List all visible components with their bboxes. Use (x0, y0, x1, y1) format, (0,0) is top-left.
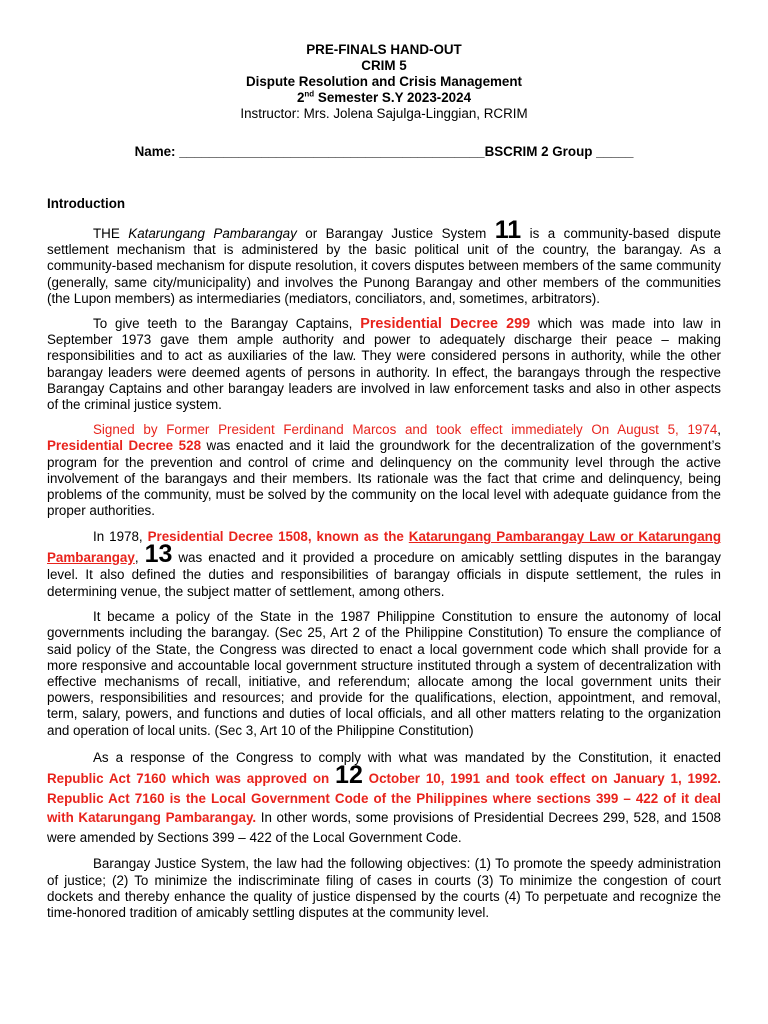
name-field-line: Name: _________________________________________BSCRIM 2 Group _____ (134, 144, 634, 159)
pd-528-highlight: Presidential Decree 528 (47, 438, 202, 454)
semester-text: Semester S.Y 2023-2024 (314, 90, 472, 105)
annotation-number: 12 (335, 761, 363, 790)
document-header (47, 42, 721, 122)
handout-title: PRE-FINALS HAND-OUT (306, 42, 462, 57)
paragraph-2: To give teeth to the Barangay Captains, Presidential Decree 299 which was made into law in September 1973 gave them ample authority and power to adequately discharge their peace – making responsibilities and to act as auxiliaries of the law. They were considered persons in authority, while the other barangay leaders were deemed agents of persons in authority. In effect, the barangays through the respective Barangay Captains and other barangay leaders are involved in law enforcement tasks and also in other aspects of the criminal justice system. (47, 316, 721, 413)
handout-page (47, 42, 721, 921)
paragraph-5: It became a policy of the State in the 1987 Philippine Constitution to ensure the autonomy of local governments including the barangay. (Sec 25, Art 2 of the Philippine Constitution) To ensure the compliance of said policy of the State, the Congress was directed to enact a local government code which shall provide for a more responsive and accountable local government structure instituted through a system of decentralization with effective mechanisms of recall, initiative, and referendum; allocate among the local government units their powers, responsibilities and resources; and provide for the qualifications, election, appointment, and removal, term, salary, powers, and functions and duties of local officials, and all other matters relating to the organization and operation of local units. (Sec 3, Art 10 of the Philippine Constitution) (47, 609, 721, 738)
kp-law-highlight: Katarungang Pambarangay Law or Katarungang Pambarangay (47, 529, 722, 565)
semester-line (47, 90, 721, 106)
ra-7160-highlight-cont: October 10, 1991 and took effect on January 1, 1992. Republic Act 7160 is the Local Government Code of the Philippines where sections 399 – 422 of it deal with Katarungang Pambarangay. (47, 771, 721, 826)
paragraph-3: Signed by Former President Ferdinand Marcos and took effect immediately On August 5, 1974, Presidential Decree 528 was enacted and it laid the groundwork for the decentralization of the government’s program for the prevention and control of crime and delinquency on the community level through the active involvement of the barangays and their members. Its rationale was the fact that crime and delinquency, being problems of the community, must be solved by the community on the local level with adequate guidance from the proper authorities. (47, 422, 721, 519)
paragraph-7: Barangay Justice System, the law had the following objectives: (1) To promote the speedy administration of justice; (2) To minimize the indiscriminate filing of cases in courts (3) To minimize the congestion of court dockets and thereby enhance the quality of justice dispensed by the courts (4) To perpetuate and recognize the time-honored tradition of amicably settling disputes at the community level. (47, 856, 721, 920)
course-code: CRIM 5 (361, 58, 407, 73)
paragraph-1: THE Katarungang Pambarangay or Barangay Justice System 11 is a community-based dispute settlement mechanism that is administered by the basic political unit of the country, the barangay. As a community-based mechanism for dispute resolution, it covers disputes between members of the same community (generally, same city/municipality) and involves the Punong Barangay and other members of the communities (the Lupon members) as intermediaries (mediators, conciliators, and, sometimes, arbitrators). (47, 216, 721, 306)
paragraph-4: In 1978, Presidential Decree 1508, known as the Katarungang Pambarangay Law or Katarungang Pambarangay, 13 was enacted and it provided a procedure on amicably settling disputes in the barangay level. It also defined the duties and responsibilities of barangay officials in dispute settlement, the rules in determining venue, the subject matter of settlement, among others. (47, 529, 722, 600)
pd-1508-highlight: Presidential Decree 1508, known as the (147, 529, 409, 545)
annotation-number: 13 (144, 539, 173, 568)
subject-title: Dispute Resolution and Crisis Management (245, 74, 523, 89)
instructor-line: Instructor: Mrs. Jolena Sajulga-Linggian, RCRIM (240, 106, 528, 121)
section-heading: Introduction (47, 196, 126, 211)
marcos-highlight: Signed by Former President Ferdinand Marcos and took effect immediately On August 5, 1974 (93, 422, 718, 438)
semester-number: 2 (296, 90, 305, 105)
annotation-number: 11 (494, 216, 522, 244)
ra-7160-highlight: Republic Act 7160 which was approved on (47, 771, 336, 787)
paragraph-6: As a response of the Congress to comply with what was mandated by the Constitution, it enacted Republic Act 7160 which was approved on 12 October 10, 1991 and took effect on January 1, 1992. Republic Act 7160 is the Local Government Code of the Philippines where sections 399 – 422 of it deal with Katarungang Pambarangay. In other words, some provisions of Presidential Decrees 299, 528, and 1508 were amended by Sections 399 – 422 of the Local Government Code. (47, 749, 721, 845)
katarungang-italic: Katarungang Pambarangay (128, 226, 297, 241)
pd-299-highlight: Presidential Decree 299 (360, 316, 531, 333)
semester-ordinal: nd (304, 89, 315, 99)
